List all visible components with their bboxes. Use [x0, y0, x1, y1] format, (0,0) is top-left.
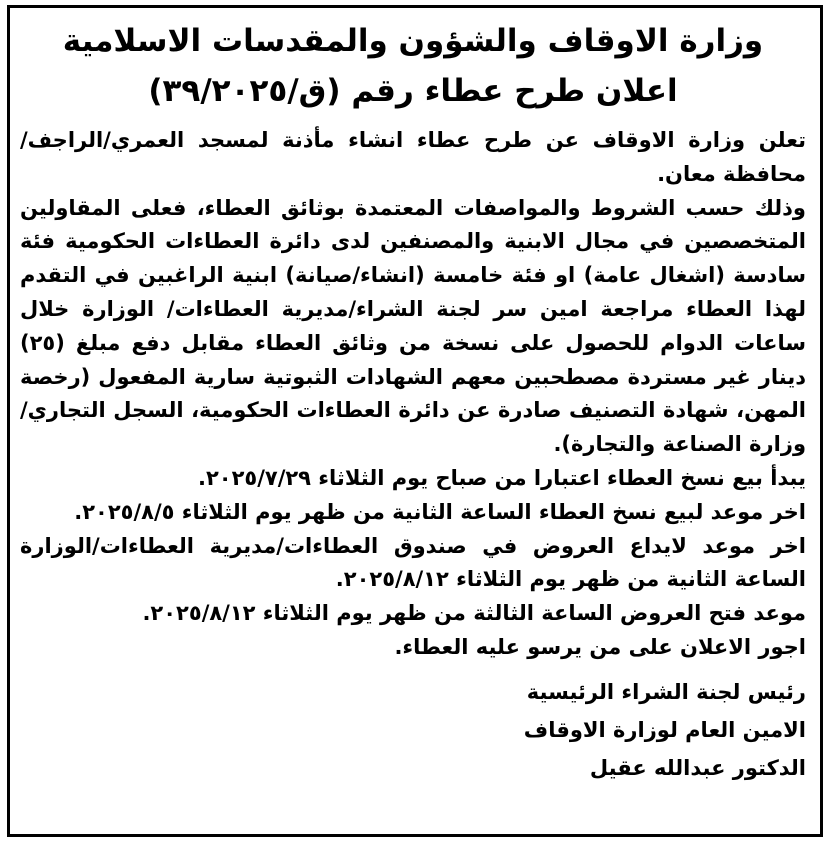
signature-secretary: الامين العام لوزارة الاوقاف — [523, 717, 806, 742]
intro-paragraph: تعلن وزارة الاوقاف عن طرح عطاء انشاء مأذنة لمسجد العمري/الراجف/ محافظة معان. — [20, 128, 806, 186]
signature-block — [20, 673, 806, 787]
signature-committee: رئيس لجنة الشراء الرئيسية — [526, 679, 806, 704]
signature-name: الدكتور عبدالله عقيل — [589, 755, 806, 780]
ministry-title: وزارة الاوقاف والشؤون والمقدسات الاسلامية — [62, 23, 764, 59]
conditions-paragraph: وذلك حسب الشروط والمواصفات المعتمدة بوثائق العطاء، فعلى المقاولين المتخصصين في مجال الابنية والمصنفين لدى دائرة العطاءات الحكومية فئة سادسة (اشغال عامة) او فئة خامسة (انشاء/صيانة) ابنية الراغبين في التقدم لهذا العطاء مراجعة امين سر لجنة الشراء/مديرية العطاءات/ الوزارة خلال ساعات الدوام للحصول على نسخة من وثائق العطاء مقابل دفع مبلغ (٢٥) دينار غير مستردة مصطحبين معهم الشهادات الثبوتية سارية المفعول (رخصة المهن، شهادة التصنيف صادرة عن دائرة العطاءات الحكومية، السجل التجاري/وزارة الصناعة والتجارة). — [20, 195, 806, 457]
document-frame — [7, 5, 823, 837]
sale-start-paragraph: يبدأ بيع نسخ العطاء اعتبارا من صباح يوم الثلاثاء ٢٠٢٥/٧/٢٩. — [197, 465, 806, 490]
announcement-body — [20, 124, 806, 665]
submission-deadline-paragraph: اخر موعد لايداع العروض في صندوق العطاءات/مديرية العطاءات/الوزارة الساعة الثانية من ظهر يوم الثلاثاء ٢٠٢٥/٨/١٢. — [20, 533, 806, 592]
announcement-title: اعلان طرح عطاء رقم (ق/٣٩/٢٠٢٥) — [148, 73, 678, 109]
fees-paragraph: اجور الاعلان على من يرسو عليه العطاء. — [394, 634, 806, 659]
sale-end-paragraph: اخر موعد لبيع نسخ العطاء الساعة الثانية من ظهر يوم الثلاثاء ٢٠٢٥/٨/٥. — [74, 499, 806, 524]
opening-paragraph: موعد فتح العروض الساعة الثالثة من ظهر يوم الثلاثاء ٢٠٢٥/٨/١٢. — [142, 601, 806, 626]
announcement-document — [10, 16, 820, 787]
